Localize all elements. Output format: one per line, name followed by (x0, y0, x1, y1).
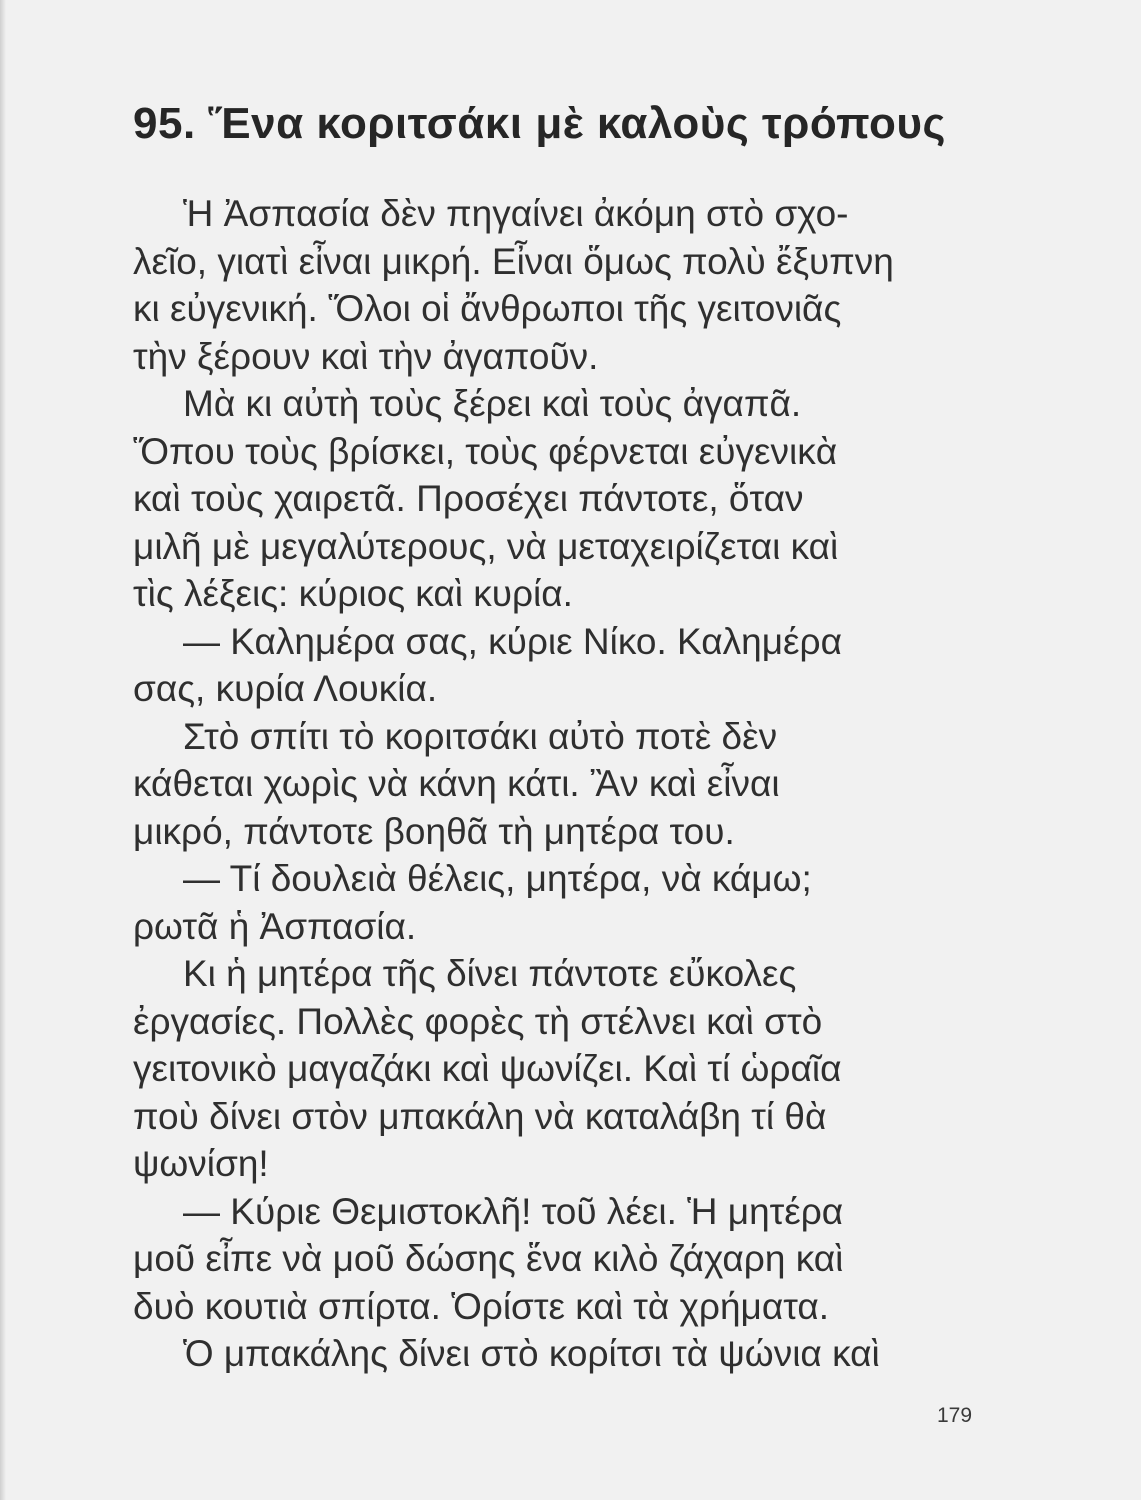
text-line: ποὺ δίνει στὸν μπακάλη νὰ καταλάβη τί θὰ (133, 1095, 827, 1137)
text-line: μικρό, πάντοτε βοηθᾶ τὴ μητέρα του. (133, 810, 735, 852)
text-line: Ἡ Ἀσπασία δὲν πηγαίνει ἀκόμη στὸ σχο- (183, 193, 849, 234)
text-line: δυὸ κουτιὰ σπίρτα. Ὁρίστε καὶ τὰ χρήματα. (133, 1285, 830, 1327)
page-binding-shadow (0, 0, 6, 1500)
story-text (133, 190, 983, 1378)
text-line: ψωνίση! (133, 1143, 269, 1184)
text-line: κι εὐγενική. Ὅλοι οἱ ἄνθρωποι τῆς γειτονιᾶς (133, 288, 842, 329)
text-line: καὶ τοὺς χαιρετᾶ. Προσέχει πάντοτε, ὅταν (133, 478, 804, 519)
text-line: Στὸ σπίτι τὸ κοριτσάκι αὐτὸ ποτὲ δὲν (183, 715, 778, 757)
text-line: ἐργασίες. Πολλὲς φορὲς τὴ στέλνει καὶ στὸ (133, 1000, 823, 1042)
text-line: κάθεται χωρὶς νὰ κάνη κάτι. Ἂν καὶ εἶναι (133, 763, 780, 804)
text-line: τὴν ξέρουν καὶ τὴν ἀγαποῦν. (133, 335, 599, 377)
text-line: ρωτᾶ ἡ Ἀσπασία. (133, 905, 417, 947)
page-number: 179 (937, 1404, 973, 1427)
text-line: λεῖο, γιατὶ εἶναι μικρή. Εἶναι ὅμως πολὺ ἔξυπνη (133, 240, 894, 282)
text-line: — Τί δουλειὰ θέλεις, μητέρα, νὰ κάμω; (183, 858, 812, 899)
text-line: Ὁ μπακάλης δίνει στὸ κορίτσι τὰ ψώνια καὶ (183, 1333, 880, 1374)
text-line: — Κύριε Θεμιστοκλῆ! τοῦ λέει. Ἡ μητέρα (183, 1190, 844, 1232)
text-line: Ὅπου τοὺς βρίσκει, τοὺς φέρνεται εὐγενικὰ (133, 430, 838, 472)
text-line: — Καλημέρα σας, κύριε Νίκο. Καλημέρα (183, 620, 842, 662)
text-line: σας, κυρία Λουκία. (133, 668, 438, 709)
chapter-title: 95. Ἕνα κοριτσάκι μὲ καλοὺς τρόπους (133, 99, 946, 148)
text-line: τὶς λέξεις: κύριος καὶ κυρία. (133, 573, 573, 614)
text-line: Κι ἡ μητέρα τῆς δίνει πάντοτε εὔκολες (183, 953, 797, 994)
text-line: μιλῆ μὲ μεγαλύτερους, νὰ μεταχειρίζεται καὶ (133, 525, 839, 567)
text-line: Μὰ κι αὐτὴ τοὺς ξέρει καὶ τοὺς ἀγαπᾶ. (183, 383, 802, 424)
text-line: μοῦ εἶπε νὰ μοῦ δώσης ἕνα κιλὸ ζάχαρη καὶ (133, 1238, 844, 1279)
text-line: γειτονικὸ μαγαζάκι καὶ ψωνίζει. Καὶ τί ὡραῖα (133, 1048, 842, 1089)
